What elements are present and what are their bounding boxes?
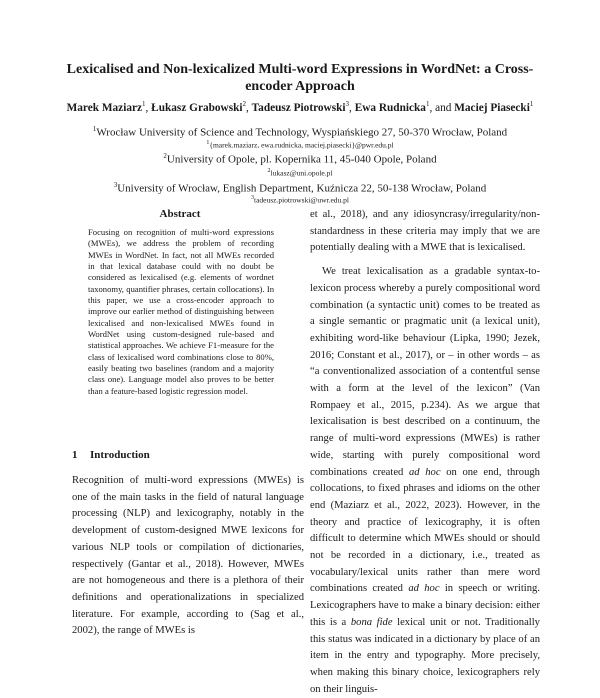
intro-paragraph: Recognition of multi-word expressions (MWEs) is one of the main tasks in the field of natural language processing (NLP) and lexicography, notably in the development of custom-designed MWE lexicons for various NLP tools or compilation of dictionaries, respectively (Gantar et al., 2018). However, MWEs are not homogeneous and there is a plethora of their definitions and operationalizations in specialized literature. For example, according to (Sag et al., 2002), the range of MWEs is	[72, 475, 304, 637]
section-title: Introduction	[90, 449, 150, 461]
section-number: 1	[72, 449, 78, 461]
right-paragraph-2: We treat lexicalisation as a gradable syntax-to-lexicon process whereby a purely compositional word combination (a syntactic unit) comes to be treated as a single semantic or pragmatic unit (a lexical unit), exhibiting word-like behaviour (Lipka, 1990; Jezek, 2016; Constant et al., 2017), or – in other words – as “a conventionalized association of a contentful sense with a form at the level of the lexicon” (Van Rompaey et al., 2015, p.234). As we argue that lexicalisation is best described on a continuum, the range of multi-word expressions (MWEs) is rather wide, starting with purely compositional word combinations created ad hoc on one end, through collocations, to fixed phrases and idioms on the other end (Maziarz et al., 2022, 2023). However, in the theory and practice of lexicography, it is often difficult to determine which MWEs should or should not be recorded in a dictionary, i.e., treated as vocabulary/lexical units rather than mere word combinations created ad hoc in speech or writing. Lexicographers have to make a binary decision: either this is a bona fide lexical unit or not. Traditionally this status was indicated in a dictionary by place of an item in the entry and typography. More precisely, when making this binary choice, lexicographers rely on their linguis-	[310, 266, 540, 695]
affiliation-3-email: $^3$tadeusz.piotrowski@uwr.edu.pl	[250, 195, 350, 205]
affiliation-2: $^2$University of Opole, pl. Kopernika 11, 45-040 Opole, Poland	[163, 152, 437, 166]
author-name: Marek Maziarz	[66, 101, 143, 114]
author-name: Łukasz Grabowski	[151, 101, 243, 114]
right-column	[310, 207, 540, 698]
left-column	[72, 473, 304, 640]
affiliation-1-email: $^1${marek.maziarz, ewa.rudnicka, maciej.piasecki}@pwr.edu.pl	[206, 140, 394, 150]
author-affil-mark: 1	[425, 100, 430, 108]
abstract-heading: Abstract	[159, 208, 201, 220]
author-and: and	[435, 101, 452, 114]
abstract-text: Focusing on recognition of multi-word expressions (MWEs), we address the problem of recording MWEs in WordNet. In fact, not all MWEs recorded in that lexical database could with no doubt be considered as lexicalised (e.g. elements of wordnet taxonomy, quantifier phrases, certain collocations). In this paper, we use a cross-encoder approach to improve our earlier method of distinguishing between lexicalised and non-lexicalised MWEs found in WordNet using custom-designed rule-based and statistical approaches. We achieve F1-measure for the class of lexicalised word combinations close to 80%, easily beating two baselines (random and a majority class one). Language model also proves to be better than a feature-based logistic regression model.	[88, 227, 274, 396]
author-name: Maciej Piasecki	[454, 101, 530, 114]
affiliation-3: $^3$University of Wrocław, English Department, Kuźnicza 22, 50-138 Wrocław, Poland	[113, 181, 487, 195]
author-affil-mark: 1	[529, 100, 534, 108]
author-list: Marek Maziarz$^1$, Łukasz Grabowski$^2$, Tadeusz Piotrowski$^3$, Ewa Rudnicka$^1$, and Maciej Piasecki$^1$	[66, 100, 534, 114]
affiliation-2-email: $^2$lukasz@uni.opole.pl	[267, 168, 333, 178]
author-name: Tadeusz Piotrowski	[251, 101, 346, 114]
right-paragraph-1: et al., 2018), and any idiosyncrasy/irregularity/non-standardness in these criteria may imply that we are potentially dealing with a MWE that is lexicalised.	[310, 209, 540, 254]
paper-title: Lexicalised and Non-lexicalized Multi-word Expressions in WordNet: a Cross-encoder Approach	[66, 62, 534, 94]
author-affil-mark: 3	[345, 100, 350, 108]
affiliation-1: $^1$Wrocław University of Science and Technology, Wyspiańskiego 27, 50-370 Wrocław, Poland	[92, 125, 508, 139]
author-name: Ewa Rudnicka	[354, 101, 426, 114]
author-affil-mark: 2	[242, 100, 247, 108]
author-affil-mark: 1	[142, 100, 146, 108]
section-heading	[72, 449, 150, 461]
